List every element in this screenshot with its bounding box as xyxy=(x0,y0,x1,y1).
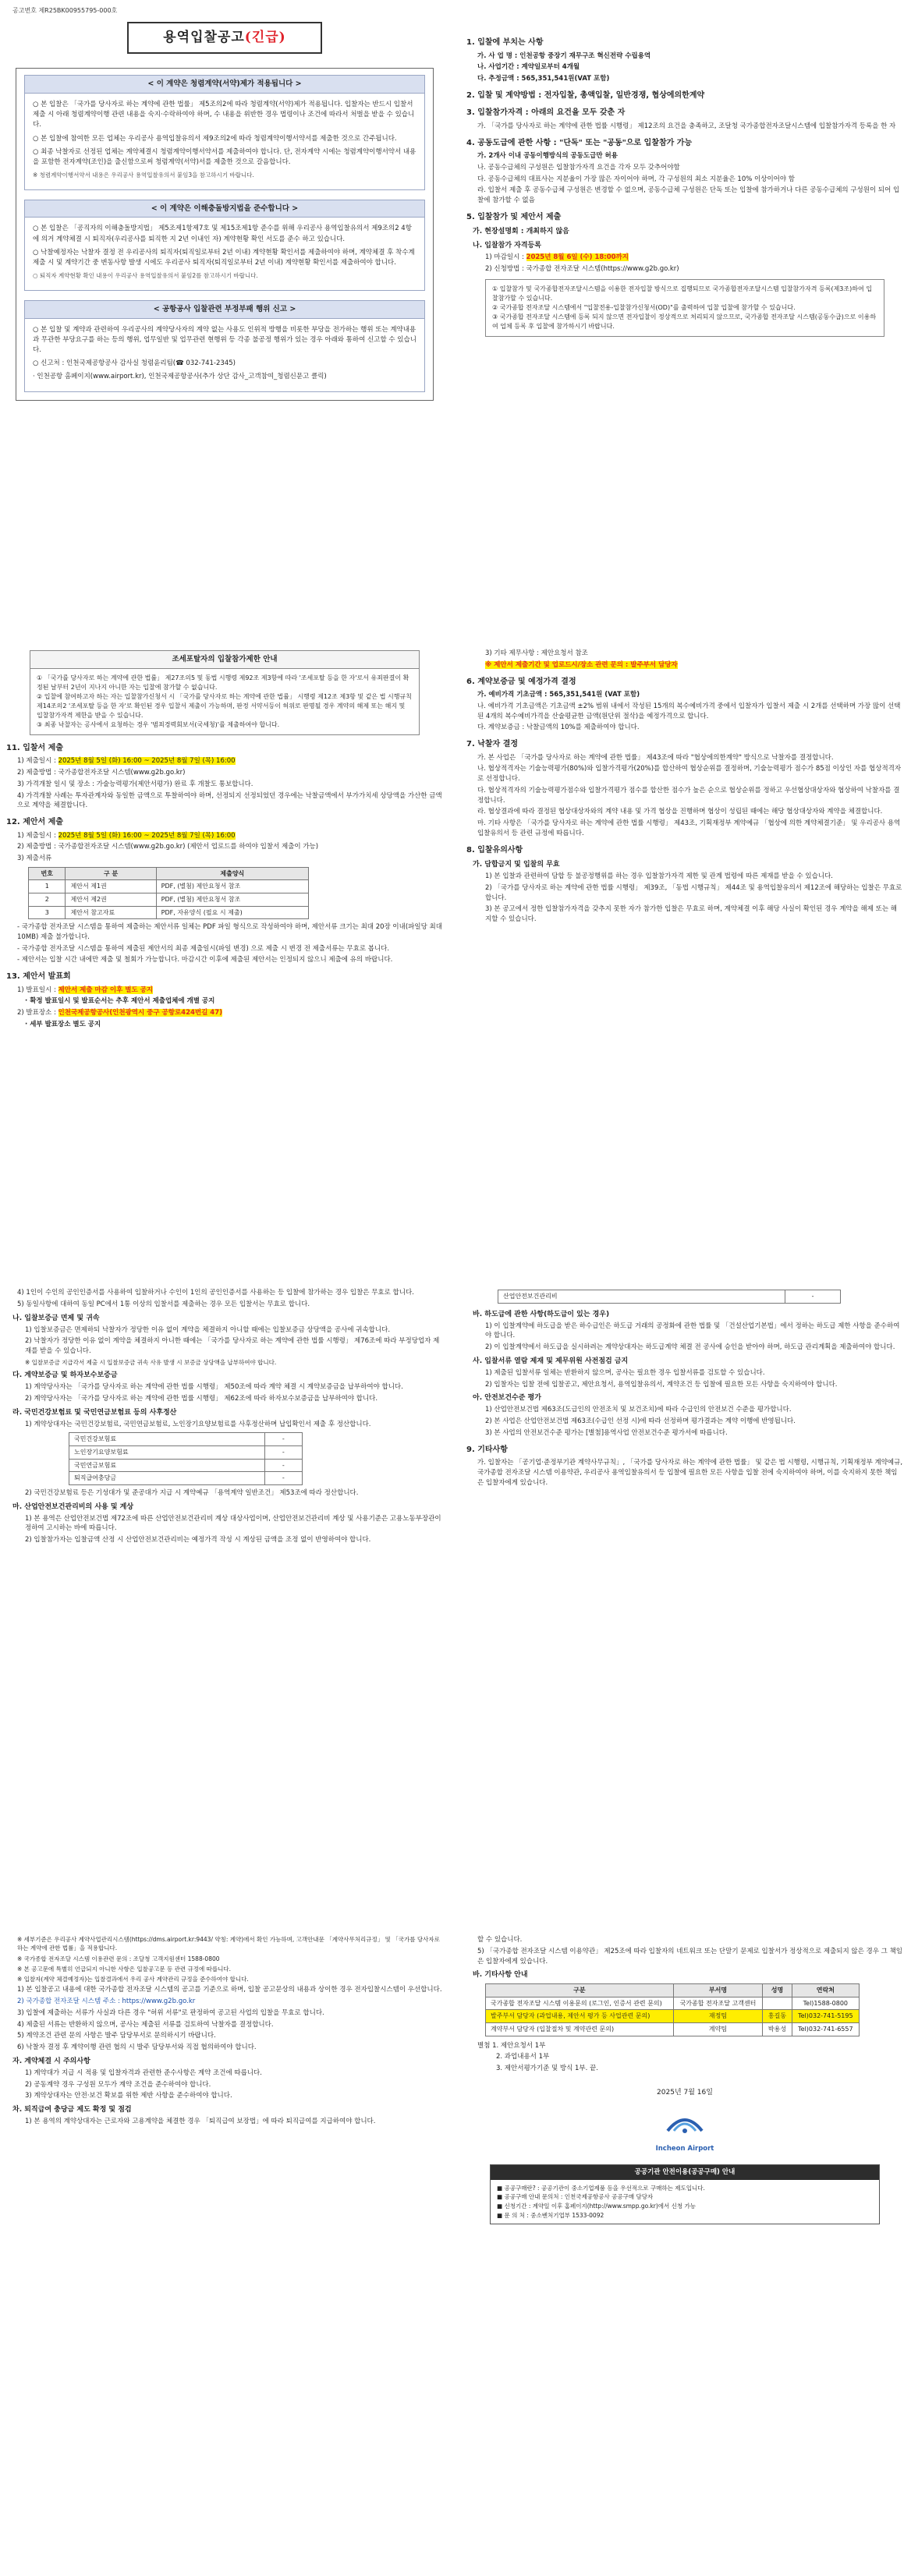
proposal-period-highlight: 2025년 8월 5일 (화) 16:00 ~ 2025년 8월 7일 (목) 16:00 xyxy=(58,831,236,840)
section-heading: 12. 제안서 제출 xyxy=(6,818,63,827)
sub-heading: 마. 산업안전보건관리비의 사용 및 계상 xyxy=(12,1502,134,1511)
section-heading: 13. 제안서 발표회 xyxy=(6,972,71,982)
section-heading: 8. 입찰유의사항 xyxy=(466,845,523,855)
title-main: 용역입찰공고 xyxy=(163,29,245,45)
conflict-para: ○ 퇴직자 계약현황 확인 내용이 우리공사 용역입찰유의서 붙임2를 참고하시기 바랍니다. xyxy=(33,272,258,280)
base-price: 가. 예비가격 기초금액 : 565,351,541원 (VAT 포함) xyxy=(477,691,640,699)
notice-wrapper xyxy=(16,68,434,401)
integrity-para: ○ 본 입찰은 「국가를 당사자로 하는 계약에 관한 법률」 제5조의2에 따라 청렴계약(서약)제가 적용됩니다. 입찰자는 반드시 입찰서 제출 시 아래 청렴계약이행 관련 내용을 숙지·수락하여야 하며, 수 내용을 위반한 경우 법령이나 조건에 따라서 처벌을 받을 수 있습니다. xyxy=(33,101,415,129)
integrity-note: ※ 청렴계약이행서약서 내용은 우리공사 용역입찰유의서 붙임3을 참고하시기 바랍니다. xyxy=(33,172,254,179)
page-title xyxy=(127,22,322,55)
logo-text: Incheon Airport xyxy=(655,2145,714,2153)
table-row: 노인장기요양보험료 - xyxy=(69,1445,303,1459)
integrity-para: ○ 최종 낙찰자로 선정된 업체는 계약체결시 청렴계약이행서약서를 제출하여야 합니다. 단, 전자계약 시에는 청렴계약이행서약서 내용을 포함한 전자계약(조인)을 출신함으로써 청렴계약(서약)서를 제출한 것으로 갈음합니다. xyxy=(33,147,417,166)
table-row: 계약부서 담당자 (입찰절차 및 계약관련 문의) 계약팀 박용성 Tel)032-741-6557 xyxy=(486,2023,860,2036)
corruption-report-box xyxy=(24,300,425,393)
integrity-contract-box xyxy=(24,75,425,189)
sub-heading: 가. 담합금지 및 입찰의 무효 xyxy=(473,861,560,869)
sub-heading: 나. 입찰참가 자격등록 xyxy=(473,242,541,250)
registration-notes-box: ① 입찰참가 및 국가종합전자조달시스템을 이용한 전자입찰 방식으로 집행되므로 국가종합전자조달시스템 입찰참가자격 등록(제3조)하여 입찰참가할 수 있습니다. ② 국가종합 전자조달 시스템에서 "입찰전용-입찰참가신청서(OD)"를 출력하여 입찰 입찰에 참가할 수 있습니다. ③ 국가종합 전자조달 시스템에 등록 되지 않으면 전자입찰이 정상적으로 처리되지 않으므로, 국가종합 전자조달 시스템(공동수급)으로 이용하여 업체 등록 후 입찰에 참가하시기 바랍니다. xyxy=(485,279,884,337)
registration-method: 2) 신청방법 : 국가종합 전자조달 시스템(https://www.g2b.go.kr) xyxy=(485,265,679,274)
sub-heading: 가. 현장설명회 : 개최하지 않음 xyxy=(473,228,569,236)
airport-logo-icon xyxy=(661,2107,708,2139)
table-row: 국민건강보험료 - xyxy=(69,1433,303,1446)
table-row: 산업안전보건관리비 - xyxy=(498,1290,841,1304)
safety-cost-table xyxy=(498,1290,841,1304)
tax-evasion-title: 조세포탈자의 입찰참가제한 안내 xyxy=(30,651,419,669)
section-heading: 11. 입찰서 제출 xyxy=(6,743,63,752)
corruption-para: ○ 본 입찰 및 계약과 관련하여 우리공사의 계약당사자의 계약 없는 사용도 인위적 방행을 비롯한 부당을 전가하는 행위 또는 계약내용과 무관한 부당요구를 하는 등의 행위, 업무일반 및 업무관련 현행위 등 각종 불공정 행위가 있는 경우 아래와 통하여 신고할 수 있습니다. xyxy=(33,325,417,354)
report-website: · 인천공항 홈페이지(www.airport.kr), 인천국제공항공사(추가 상단 감사_고객참여_청렴신문고 클릭) xyxy=(33,373,327,381)
estimated-amount: 다. 추정금액 : 565,351,541원(VAT 포함) xyxy=(477,75,610,83)
section-heading: 9. 기타사항 xyxy=(466,1445,508,1454)
insurance-table xyxy=(69,1432,303,1484)
table-row: 발주부서 담당자 (과업내용, 제안서 평가 등 사업관련 문의) 재정팀 홍길동 Tel)032-741-5195 xyxy=(486,2010,860,2023)
integrity-para: ○ 본 입찰에 참여한 모든 업체는 우리공사 용역입찰유의서 제9조의2에 따라 청렴계약이행서약서를 제출한 것으로 간주됩니다. xyxy=(33,134,397,143)
conflict-box-title: < 이 계약은 이해충돌방지법을 준수합니다 > xyxy=(25,200,424,218)
notice-date: 2025년 7월 16일 xyxy=(657,2088,713,2097)
deadline-highlight: 2025년 8월 6일 (수) 18:00까지 xyxy=(526,253,629,262)
table-row: 1 제안서 제1권 PDF, (별첨) 제안요청서 참조 xyxy=(29,880,309,893)
sub-heading: 나. 입찰보증금 면제 및 귀속 xyxy=(12,1314,100,1322)
table-row: 2 제안서 제2권 PDF, (별첨) 제안요청서 참조 xyxy=(29,893,309,906)
project-period: 나. 사업기간 : 계약일로부터 4개월 xyxy=(477,63,580,72)
conflict-of-interest-box xyxy=(24,200,425,291)
joint-contract-text: 나. 공동수급체의 구성원은 입찰참가자격 요건을 각자 모두 갖추어야함 xyxy=(477,163,680,172)
conflict-para: ○ 낙찰예정자는 낙찰자 결정 전 우리공사의 퇴직자(퇴직일로부터 2년 이내) 계약현황 확인서를 제출하여야 하며, 계약체결 후 착수계 제출 시 및 계약기간 중 변동사항 발생 시에도 우리공사 퇴직자(퇴직일로부터 2년 이내) 계약현황 확인서를 제출하여야 합니다. xyxy=(33,248,415,267)
table-row: 3 제안서 참고자료 PDF, 자유양식 (필요 시 제출) xyxy=(29,906,309,919)
section-heading: 6. 계약보증금 및 예정가격 결정 xyxy=(466,677,576,686)
public-procurement-title: 공공기관 안전이용(공공구매) 안내 xyxy=(491,2165,879,2179)
proposal-submission-period: 1) 제출일시 : 2025년 8월 5일 (화) 16:00 ~ 2025년 8월 7일 (목) 16:00 xyxy=(17,831,236,840)
bid-submission-period: 1) 제출일시 : 2025년 8월 5일 (화) 16:00 ~ 2025년 8월 7일 (목) 16:00 xyxy=(17,757,236,766)
joint-contract-text: 라. 입찰서 제출 후 공동수급체 구성원은 변경할 수 없으며, 공동수급체 구성원은 단독 또는 입찰에 참가하거나 다른 공동수급체의 구성원이 되어 입찰에 참가할 수 없음 xyxy=(477,186,900,204)
sub-heading: 라. 국민건강보험료 및 국민연금보험료 등의 사후정산 xyxy=(12,1408,177,1417)
sub-heading: 바. 하도급에 관한 사항(하도급이 있는 경우) xyxy=(473,1310,610,1318)
airport-logo xyxy=(466,2107,903,2153)
project-name: 가. 사 업 명 : 인천공항 중장기 재무구조 혁신전략 수립용역 xyxy=(477,51,651,60)
tax-evasion-box: 조세포탈자의 입찰참가제한 안내 ① 「국가를 당사자로 하는 계약에 관한 법률」 제27조의5 및 동법 시행령 제92조 제3항에 따라 '조세포탈 등을 한 자'로서 유죄판결이 확정된 날부터 2년이 지나지 아니한 자는 입찰에 참가할 수 없습니다. ② 입찰에 참여하고자 하는 자는 입찰참가신청서 시 「국가를 당사자로 하는 계약에 관한 법률」 시행령 제12조 제3항 및 같은 법 시행규칙 제14조의2 '조세포탈 등을 한 자'로 확인된 경우 입찰서 제출이 가능하며, 판정 서약서등이 허위로 판명될 경우 계약의 해제 또는 해지 및 입찰참가자격 제한을 받을 수 있습니다. ③ 최종 낙찰자는 공사에서 요청하는 경우 '범죄경력회보서(국세청)'를 제출하여야 합니다. xyxy=(30,650,420,735)
section-heading: 3. 입찰참가자격 : 아래의 요건을 모두 갖춘 자 xyxy=(466,108,626,118)
sub-heading: 차. 퇴직급여 충당금 제도 확정 및 점검 xyxy=(12,2106,132,2114)
section-heading: 1. 입찰에 부치는 사항 xyxy=(466,38,544,47)
presentation-place-highlight: 인천국제공항공사(인천광역시 중구 공항로424번길 47) xyxy=(58,1009,222,1017)
public-procurement-box: 공공기관 안전이용(공공구매) 안내 ■ 공공구매란? : 공공기관이 중소기업제품 등을 우선적으로 구매하는 제도입니다. ■ 공공구매 안내 문의처 : 인천국제공항공사 공공구매 담당자 ■ 신청기간 : 계약일 이후 홈페이지(http://www.smpp.go.kr)에서 신청 가능 ■ 문 의 처 : 중소벤처기업부 1533-0092 xyxy=(490,2164,880,2224)
left-column-fourth: ※ 세부기준은 우리공사 계약사업관리시스템(https://dms.airport.kr:9443/ 약칭: 계약)에서 확인 가능하며, 고객안내문 「계약사무처리규정」 및 「국가를 당사자로 하는 계약에 관한 법률」을 적용합니다. ※ 국가종합 전자조달 시스템 이용관련 문의 : 조달청 고객지원센터 1588-0800 ※ 본 공고문에 특별히 언급되지 아니한 사항은 입찰공고문 등 관련 규정에 따릅니다. ※ 입찰자(계약 체결예정자)는 입찰결과에서 우리 공사 계약관리 규정을 준수하여야 합니다. 1) 본 입찰공고 내용에 대한 국가종합 전자조달 시스템의 공고를 기준으로 하며, 입찰 공고문상의 내용과 상이한 경우 전자입찰시스템이 우선합니다. 2) 국가종합 전자조달 시스템 주소 : https://www.g2b.go.kr 3) 입찰에 제출하는 서류가 사실과 다른 경우 "허위 서류"로 판정하여 공고된 사업의 입찰을 무효로 합니다. 4) 제출된 서류는 반환하지 않으며, 공사는 제출된 서류를 검토하여 낙찰자를 결정합니다. 5) 계약조건 관련 문의 사항은 발주 담당부서로 문의하시기 바랍니다. 6) 낙찰자 결정 후 계약이행 관련 협의 시 발주 담당부서와 직접 협의하여야 합니다. 자. 계약체결 시 주의사항 1) 계약대가 지급 시 적용 및 입찰자격과 관련한 준수사항은 계약 조건에 따릅니다. 2) 공동계약 경우 구성원 모두가 계약 조건을 준수하여야 합니다. 3) 계약상대자는 안전·보건 확보를 위한 제반 사항을 준수하여야 합니다. 차. 퇴직급여 충당금 제도 확정 및 점검 1) 본 용역의 계약상대자는 근로자와 고용계약을 체결한 경우 「퇴직급여 보장법」에 따라 퇴직급여를 지급하여야 합니다. xyxy=(12,1936,442,2126)
contact-note: ※ 제안서 제출기간 및 업로드시/장소 관련 문의 : 발주부서 담당자 xyxy=(485,660,678,669)
right-column-second: 3) 기타 제무사항 : 제안요청서 참조 ※ 제안서 제출기간 및 업로드시/장소 관련 문의 : 발주부서 담당자 6. 계약보증금 및 예정가격 결정 가. 예비가격 기초금액 : 565,351,541원 (VAT 포함) 나. 예비가격 기초금액은 기초금액 ±2% 범위 내에서 작성된 15개의 복수예비가격 중에서 입찰자가 입찰서 제출 시 2개를 선택하며 가장 많이 선택된 4개의 복수예비가격을 산술평균한 금액(원단위 절삭)을 예정가격으로 합니다. 다. 계약보증금 : 낙찰금액의 10%를 제출하여야 합니다. 7. 낙찰자 결정 가. 본 사업은 「국가를 당사자로 하는 계약에 관한 법률」 제43조에 따라 "협상에의한계약" 방식으로 낙찰자를 결정합니다. 나. 협상적격자는 기술능력평가(80%)와 입찰가격평가(20%)를 합산하여 협상순위를 결정하며, 기술능력평가 점수가 85점 이상인 자를 협상적격자로 선정합니다. 다. 협상적격자의 기술능력평가점수와 입찰가격평가 점수를 합산한 점수가 높은 순으로 협상순위를 정하고 우선협상대상자와 협상하여 낙찰자를 결정합니다. 라. 협상결과에 따라 결정된 협상대상자와의 계약 내용 및 가격 협상을 진행하며 협상이 성립된 때에는 해당 협상대상자와 계약을 체결합니다. 마. 기타 사항은 「국가를 당사자로 하는 계약에 관한 법률 시행령」 제43조, 기획재정부 계약예규 「협상에 의한 계약체결기준」 및 우리공사 용역입찰유의서 등 관련 규정에 따릅니다. 8. 입찰유의사항 가. 담합금지 및 입찰의 무효 1) 본 입찰과 관련하여 담합 등 불공정행위를 하는 경우 입찰참가자격 제한 및 관계 법령에 따른 제재를 받을 수 있습니다. 2) 「국가를 당사자로 하는 계약에 관한 법률 시행령」 제39조, 「동법 시행규칙」 제44조 및 용역입찰유의서 제12조에 해당하는 입찰은 무효로 합니다. 3) 본 공고에서 정한 입찰참가자격을 갖추지 못한 자가 참가한 입찰은 무효로 하며, 계약체결 이후 해당 사실이 확인된 경우 계약을 해제 또는 해지할 수 있습니다. xyxy=(466,649,902,924)
conflict-para: ○ 본 입찰은 「공직자의 이해충돌방지법」 제5조제1항제7호 및 제15조제1항 준수를 위해 우리공사 용역입찰유의서 제9조의2 4항에 의거 계약체결 시 퇴직자(우리공사를 퇴직한 지 2년 이내인 자) 계약현황 확인 서도를 준수 하고 있습니다. xyxy=(33,225,412,243)
section-heading: 4. 공동도급에 관한 사항 : "단독" 또는 "공동"으로 입찰참가 가능 xyxy=(466,138,693,147)
bid-period-highlight: 2025년 8월 5일 (화) 16:00 ~ 2025년 8월 7일 (목) 16:00 xyxy=(58,757,236,766)
presentation-place: 2) 발표장소 : 인천국제공항공사(인천광역시 중구 공항로424번길 47) xyxy=(17,1009,222,1017)
table-row: 퇴직급여충당금 - xyxy=(69,1472,303,1485)
registration-deadline: 1) 마감일시 : 2025년 8월 6일 (수) 18:00까지 xyxy=(485,253,629,262)
sub-heading: 다. 계약보증금 및 하자보수보증금 xyxy=(12,1371,118,1380)
g2b-link[interactable]: 2) 국가종합 전자조달 시스템 주소 : https://www.g2b.go.kr xyxy=(17,1997,196,2005)
submission-docs-table: 번호 구 분 제출양식 1 제안서 제1권 PDF, (별첨) 제안요청서 참조 2 제안서 제2권 PDF, (별첨) 제안요청서 참조 3 제안서 참고자료 PDF, 자유양식 (필요 시 제출) xyxy=(28,867,309,919)
integrity-box-title: < 이 계약은 청렴계약(서약)제가 적용됩니다 > xyxy=(25,76,424,94)
table-row: 국민연금보험료 - xyxy=(69,1459,303,1472)
contact-table: 구분 부서명 성명 연락처 국가종합 전자조달 시스템 이용문의 (로그인, 인증서 관련 문의) 국가종합 전자조달 고객센터 Tel)1588-0800 발주부서 담당자 (과업내용, 제안서 평가 등 사업관련 문의) 재정팀 홍길동 Tel)032-741-5195 계약부서 담당자 (입찰절차 및 계약관련 문의) 계약팀 박용성 Tel)032-741-6557 xyxy=(485,1983,860,2036)
left-column-third: 4) 1인이 수인의 공인인증서를 사용하여 입찰하거나 수인이 1인의 공인인증서를 사용하는 등 입찰에 참가하는 경우 입찰은 무효로 합니다. 5) 동일사항에 대하여 동일 PC에서 1통 이상의 입찰서를 제출하는 경우 모든 입찰서는 무효로 합니다. 나. 입찰보증금 면제 및 귀속 1) 입찰보증금은 면제하되 낙찰자가 정당한 이유 없이 계약을 체결하지 아니할 때에는 입찰보증금 상당액을 공사에 귀속합니다. 2) 낙찰자가 정당한 이유 없이 계약을 체결하지 아니한 때에는 「국가를 당사자로 하는 계약에 관한 법률 시행령」 제76조에 따라 부정당업자 제재를 받을 수 있습니다. ※ 입찰보증금 지급각서 제출 시 입찰보증금 귀속 사유 발생 시 보증금 상당액을 납부하여야 합니다. 다. 계약보증금 및 하자보수보증금 1) 계약당사자는 「국가를 당사자로 하는 계약에 관한 법률 시행령」 제50조에 따라 계약 체결 시 계약보증금을 납부하여야 합니다. 2) 계약당사자는 「국가를 당사자로 하는 계약에 관한 법률 시행령」 제62조에 따라 하자보수보증금을 납부하여야 합니다. 라. 국민건강보험료 및 국민연금보험료 등의 사후정산 1) 계약상대자는 국민건강보험료, 국민연금보험료, 노인장기요양보험료를 사후정산하며 납입확인서 제출 후 정산합니다. 국민건강보험료 - 노인장기요양보험료 - 국민연금보험료 - 퇴직급여충당금 - 2) 국민건강보험료 등은 기성대가 및 준공대가 지급 시 계약예규 「용역계약 일반조건」 제53조에 따라 정산합니다. 마. 산업안전보건관리비의 사용 및 계상 1) 본 용역은 산업안전보건법 제72조에 따른 산업안전보건관리비 계상 대상사업이며, 산업안전보건관리비 계상 및 사용기준은 고용노동부장관이 정하여 고시하는 바에 따릅니다. 2) 입찰참가자는 입찰금액 산정 시 산업안전보건관리비는 예정가격 작성 시 계상된 금액을 조정 없이 반영하여야 합니다. xyxy=(6,1286,443,1902)
corruption-box-title: < 공항공사 입찰관련 부정부패 행위 신고 > xyxy=(25,301,424,319)
section-heading: 7. 낙찰자 결정 xyxy=(466,740,519,748)
table-row: 국가종합 전자조달 시스템 이용문의 (로그인, 인증서 관련 문의) 국가종합 전자조달 고객센터 Tel)1588-0800 xyxy=(486,1997,860,2010)
section-heading: 2. 입찰 및 계약방법 : 전자입찰, 총액입찰, 일반경쟁, 협상에의한계약 xyxy=(466,90,705,100)
presentation-date: 1) 발표일시 : 제안서 제출 마감 이후 별도 공지 xyxy=(17,985,154,994)
notice-number: 공고번호 제R25BK00955795-000호 xyxy=(12,7,118,14)
title-urgent: (긴급) xyxy=(244,29,286,45)
sub-heading: 바. 기타사항 안내 xyxy=(473,1971,528,1980)
right-column-fourth: 할 수 있습니다. 5) 「국가종합 전자조달 시스템 이용약관」 제25조에 따라 입찰자의 네트워크 또는 단말기 문제로 입찰서가 정상적으로 제출되지 않은 경우 그 책임은 입찰자에게 있습니다. 바. 기타사항 안내 구분 부서명 성명 연락처 국가종합 전자조달 시스템 이용문의 (로그인, 인증서 관련 문의) 국가종합 전자조달 고객센터 Tel)1588-0800 발주부서 담당자 (과업내용, 제안서 평가 등 사업관련 문의) 재정팀 홍길동 Tel)032-741-5195 계약부서 담당자 (입찰절차 및 계약관련 문의) 계약팀 박용성 Tel)032-741-6557 별첨 1. 제안요청서 1부 2. 과업내용서 1부 3. 제안서평가기준 및 방식 1부. 끝. 2025년 7월 16일 Incheon Airport 공공기관 안전이용(공공구매) 안내 ■ 공공구매란? : 공공기관이 중소기업제품 등을 우선적으로 구매하는 제도입니다. ■ 공공구매 안내 문의처 : 인천국제공항공사 공공구매 담당자 ■ 신청기간 : 계약일 이후 홈페이지(http://www.smpp.go.kr)에서 신청 가능 ■ 문 의 처 : 중소벤처기업부 1533-0092 xyxy=(466,1934,903,2565)
section-heading: 5. 입찰참가 및 제안서 제출 xyxy=(466,212,562,221)
report-contact: ○ 신고처 : 인천국제공항공사 감사실 청렴윤리팀(☎ 032-741-2345) xyxy=(33,359,236,368)
sub-heading: 아. 안전보건수준 평가 xyxy=(473,1394,541,1403)
qualification-text: 가. 「국가를 당사자로 하는 계약에 관한 법률 시행령」 제12조의 요건을 충족하고, 조달청 국가종합전자조달시스템에 입찰참가자격 등록을 한 자 xyxy=(477,122,896,130)
sub-heading: 자. 계약체결 시 주의사항 xyxy=(12,2057,90,2065)
joint-contract-text: 다. 공동수급체의 대표사는 지분율이 가장 많은 자이어야 하며, 각 구성원의 최소 지분율은 10% 이상이어야 함 xyxy=(477,175,795,183)
joint-contract-text: 가. 2개사 이내 공동이행방식의 공동도급만 허용 xyxy=(477,152,618,160)
left-column-top xyxy=(6,5,443,636)
presentation-date-highlight: 제안서 제출 마감 이후 별도 공지 xyxy=(58,985,154,994)
sub-heading: 사. 입찰서류 열람 제재 및 제무위원 사전점검 금지 xyxy=(473,1357,629,1365)
left-column-second: 조세포탈자의 입찰참가제한 안내 ① 「국가를 당사자로 하는 계약에 관한 법률」 제27조의5 및 동법 시행령 제92조 제3항에 따라 '조세포탈 등을 한 자'로서 유죄판결이 확정된 날부터 2년이 지나지 아니한 자는 입찰에 참가할 수 없습니다. ② 입찰에 참여하고자 하는 자는 입찰참가신청서 시 「국가를 당사자로 하는 계약에 관한 법률」 시행령 제12조 제3항 및 같은 법 시행규칙 제14조의2 '조세포탈 등을 한 자'로 확인된 경우 입찰서 제출이 가능하며, 판정 서약서등이 허위로 판명될 경우 계약의 해제 또는 해지 및 입찰참가자격 제한을 받을 수 있습니다. ③ 최종 낙찰자는 공사에서 요청하는 경우 '범죄경력회보서(국세청)'를 제출하여야 합니다. 11. 입찰서 제출 1) 제출일시 : 2025년 8월 5일 (화) 16:00 ~ 2025년 8월 7일 (목) 16:00 2) 제출방법 : 국가종합전자조달 시스템(www.g2b.go.kr) 3) 가격개찰 일시 및 장소 : 가술능력평가(제안서평가) 완료 후 개찰도 통보합니다. 4) 가격개찰 사례는 투자관계자와 동일한 금액으로 투찰하여야 하며, 선정되지 선정되었던 경우에는 낙찰금액에서 부가가치세 상당액을 가산한 금액으로 계약을 체결합니다. 12. 제안서 제출 1) 제출일시 : 2025년 8월 5일 (화) 16:00 ~ 2025년 8월 7일 (목) 16:00 2) 제출방법 : 국가종합전자조달 시스템(www.g2b.go.kr) (제안서 업로드를 하여야 입찰서 제출이 가능) 3) 제출서류 번호 구 분 제출양식 1 제안서 제1권 PDF, (별첨) 제안요청서 참조 2 제안서 제2권 PDF, (별첨) 제안요청서 참조 3 제안서 참고자료 PDF, 자유양식 (필요 시 제출) - 국가종합 전자조달 시스템을 통하여 제출하는 제안서류 일체는 PDF 파일 형식으로 작성하여야 하며, 제안서류 크기는 최대 20장 이내(파일당 최대 10MB) 제출 불가합니다. - 국가종합 전자조달 시스템을 통하여 제출된 제안서의 최종 제출일시(파일 변경) 으로 제출 시 변경 전 제출서류는 무효로 봅니다. - 제안서는 입찰 시간 내에만 제출 및 철회가 가능합니다. 마감시간 이후에 제출된 제안서는 인정되지 않으니 제출에 유의 바랍니다. 13. 제안서 발표회 1) 발표일시 : 제안서 제출 마감 이후 별도 공지 · 확정 발표일시 및 발표순서는 추후 제안서 제출업체에 개별 공지 2) 발표장소 : 인천국제공항공사(인천광역시 중구 공항로424번길 47) · 세부 발표장소 별도 공지 xyxy=(6,647,443,1255)
right-column-third: 산업안전보건관리비 - 바. 하도급에 관한 사항(하도급이 있는 경우) 1) 이 입찰계약에 하도급을 받은 하수급인은 하도급 거래의 공정화에 관한 법률 및 「건설산업기본법」에서 정하는 하도급 제한 사항을 준수하여야 합니다. 2) 이 입찰계약에서 하도급을 실시하려는 계약상대자는 하도급계약 체결 전 공사에 승인을 받아야 하며, 하도급 관리계획을 제출하여야 합니다. 사. 입찰서류 열람 제재 및 제무위원 사전점검 금지 1) 제출된 입찰서류 일체는 반환하지 않으며, 공사는 필요한 경우 입찰서류를 검토할 수 있습니다. 2) 입찰자는 입찰 전에 입찰공고, 제안요청서, 용역입찰유의서, 계약조건 등 입찰에 필요한 모든 사항을 숙지하여야 합니다. 아. 안전보건수준 평가 1) 산업안전보건법 제63조(도급인의 안전조치 및 보건조치)에 따라 수급인의 안전보건 수준을 평가합니다. 2) 본 사업은 산업안전보건법 제63조(수급인 선정 시)에 따라 선정하며 평가결과는 계약 이행에 반영됩니다. 3) 본 사업의 안전보건수준 평가는 [별첨]용역사업 안전보건수준 평가서에 따릅니다. 9. 기타사항 가. 입찰자는 「공기업·준정부기관 계약사무규칙」, 「국가를 당사자로 하는 계약에 관한 법률」 및 같은 법 시행령, 시행규칙, 기획재정부 계약예규, 국가종합 전자조달 시스템 이용약관, 우리공사 용역입찰유의서 등 입찰에 필요한 모든 사항을 입찰 전에 숙지하여야 하며, 이를 숙지하지 못한 책임은 입찰자에게 있습니다. xyxy=(466,1286,903,1902)
right-column-top xyxy=(466,31,903,632)
